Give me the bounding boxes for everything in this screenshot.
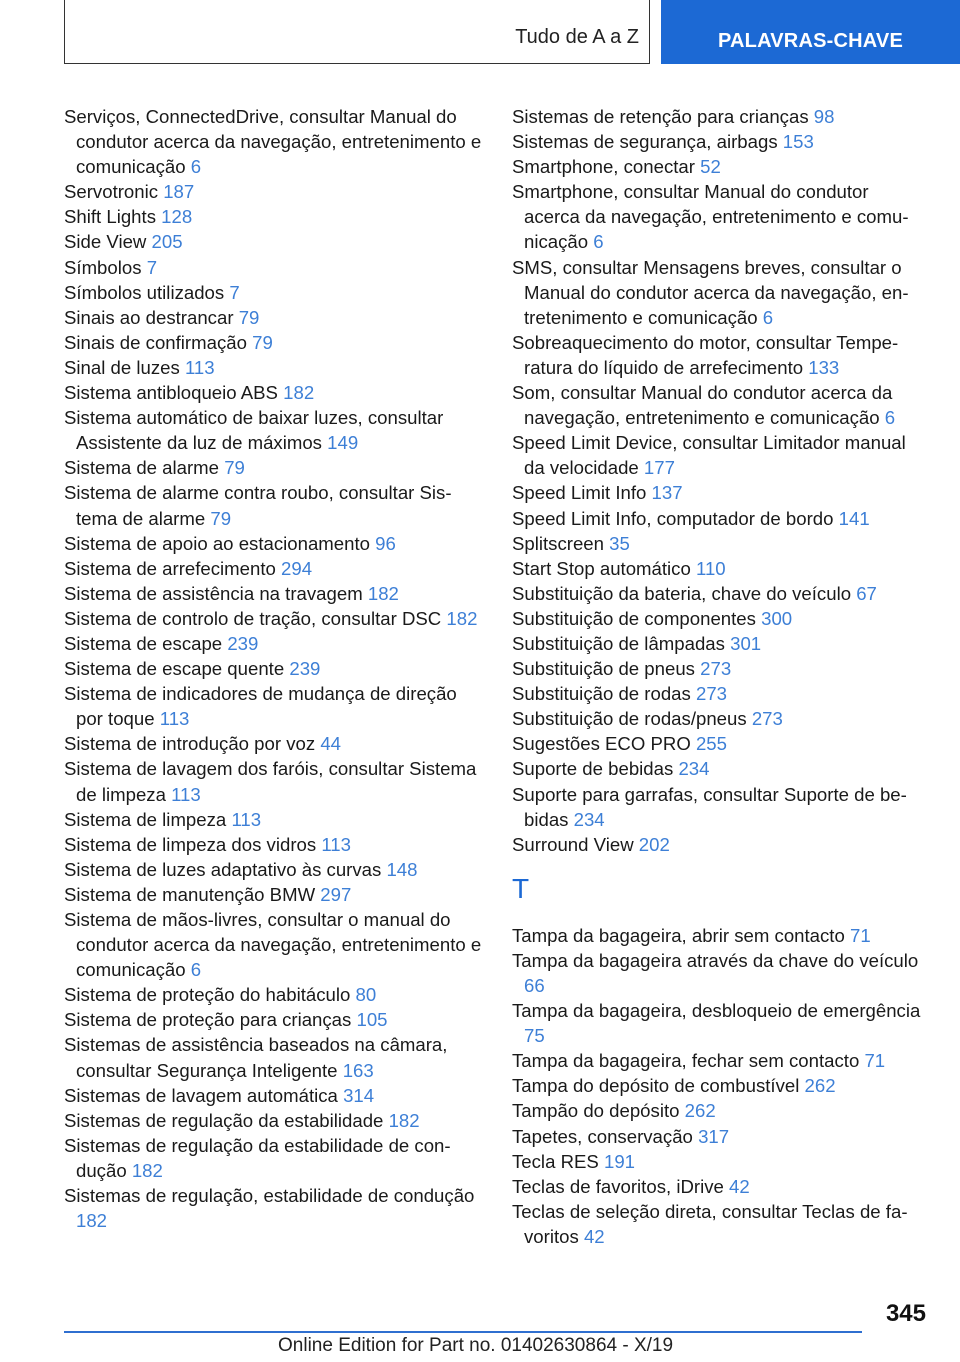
index-entry [512, 154, 922, 179]
index-entry [512, 1073, 922, 1098]
entry-term: Substituição de lâmpadas [512, 632, 725, 654]
index-entry [512, 998, 922, 1048]
index-entry [64, 756, 482, 806]
index-entry [512, 731, 922, 756]
page-reference-link[interactable]: 79 [238, 306, 260, 328]
entry-term: Sistemas de regulação da estabilidade [64, 1109, 384, 1131]
page-reference-link[interactable]: 110 [695, 557, 726, 579]
page-reference-link[interactable]: 182 [367, 582, 399, 604]
page-number: 345 [885, 1300, 926, 1327]
entry-term: Sistemas de lavagem automática [64, 1084, 338, 1106]
index-entry [512, 1124, 922, 1149]
section-title: Tudo de A a Z [515, 26, 639, 48]
entry-term: Side View [64, 231, 147, 253]
page-reference-link[interactable]: 182 [446, 607, 478, 629]
page-reference-link[interactable]: 273 [751, 708, 783, 730]
page-reference-link[interactable]: 42 [583, 1225, 605, 1247]
entry-term: Shift Lights [64, 206, 156, 228]
index-entry [512, 380, 922, 430]
page-reference-link[interactable]: 35 [609, 532, 630, 554]
index-entry [512, 1149, 922, 1174]
page-reference-link[interactable]: 301 [730, 632, 762, 654]
page-reference-link[interactable]: 6 [190, 959, 202, 981]
entry-term: Substituição de componentes [512, 607, 756, 629]
index-entry [512, 948, 922, 998]
page-reference-link[interactable]: 234 [573, 808, 605, 830]
index-entry [512, 782, 922, 832]
page-reference-link[interactable]: 137 [651, 482, 683, 504]
index-entry [512, 1098, 922, 1123]
page-reference-link[interactable]: 153 [782, 131, 814, 153]
page-reference-link[interactable]: 7 [146, 256, 158, 278]
page-reference-link[interactable]: 6 [884, 407, 896, 429]
index-entry [64, 355, 482, 380]
entry-term: Sistema de alarme contra roubo, consultar Sistema de alarme [64, 482, 452, 529]
index-entry [512, 832, 922, 857]
index-entry [64, 907, 482, 982]
entry-term: Sistema de arrefecimento [64, 557, 276, 579]
index-entry [64, 681, 482, 731]
index-column-left [64, 104, 482, 1233]
page-reference-link[interactable]: 182 [76, 1210, 108, 1232]
page-reference-link[interactable]: 67 [856, 582, 877, 604]
index-entry [64, 556, 482, 581]
entry-term: Substituição de rodas [512, 683, 691, 705]
entry-term: Sistema de escape [64, 632, 223, 654]
entry-term: Teclas de seleção direta, consultar Teclas de favoritos [512, 1200, 908, 1247]
index-entry [64, 480, 482, 530]
page-reference-link[interactable]: 163 [342, 1059, 374, 1081]
index-entry [64, 229, 482, 254]
entry-term: Substituição de pneus [512, 658, 695, 680]
index-entry [64, 1108, 482, 1133]
entry-term: SMS, consultar Mensagens breves, consultar o Manual do condutor acerca da navegação, entretenimento e comunicação [512, 256, 909, 328]
index-entry [64, 606, 482, 631]
entry-term: Tampa da bagageira, desbloqueio de emergência [512, 1000, 921, 1022]
page-reference-link[interactable]: 75 [524, 1025, 545, 1047]
page-reference-link[interactable]: 262 [684, 1100, 716, 1122]
entry-term: Speed Limit Info, computador de bordo [512, 507, 834, 529]
page-reference-link[interactable]: 105 [356, 1009, 388, 1031]
index-entry [512, 480, 922, 505]
index-entry [512, 255, 922, 330]
index-entry [64, 330, 482, 355]
index-entry [512, 756, 922, 781]
index-entry [512, 506, 922, 531]
index-entry [64, 656, 482, 681]
entry-term: Sugestões ECO PRO [512, 733, 691, 755]
entry-term: Sistema antibloqueio ABS [64, 382, 278, 404]
page-reference-link[interactable]: 191 [603, 1150, 636, 1172]
page-reference-link[interactable]: 71 [849, 924, 871, 946]
entry-term: Substituição da bateria, chave do veículo [512, 582, 852, 604]
entry-term: Sistema de luzes adaptativo às curvas [64, 858, 382, 880]
page-reference-link[interactable]: 7 [229, 281, 240, 303]
index-entry [512, 681, 922, 706]
entry-term: Sistema de manutenção BMW [64, 883, 316, 905]
entry-term: Speed Limit Device, consultar Limitador manual da velocidade [512, 432, 906, 479]
index-entry [64, 1183, 482, 1233]
entry-term: Sinais de confirmação [64, 331, 247, 353]
page-reference-link[interactable]: 141 [838, 507, 870, 529]
index-entry [512, 923, 922, 948]
entry-term: Substituição de rodas/pneus [512, 708, 747, 730]
entry-term: Start Stop automático [512, 557, 691, 579]
index-entry [64, 982, 482, 1007]
page-reference-link[interactable]: 98 [813, 106, 835, 127]
page-reference-link[interactable]: 300 [761, 607, 793, 629]
index-entry [64, 631, 482, 656]
entry-term: Sistema de mãos-livres, consultar o manual do condutor acerca da navegação, entretenimento e comunicação [64, 909, 482, 981]
index-entry [512, 179, 922, 254]
index-entries-s [512, 104, 922, 857]
index-entry [64, 455, 482, 480]
page-reference-link[interactable]: 239 [227, 632, 259, 654]
entry-term: Sistema de proteção do habitáculo [64, 984, 351, 1006]
index-entry [64, 857, 482, 882]
entry-term: Tapetes, conservação [512, 1125, 693, 1147]
page-reference-link[interactable]: 66 [524, 975, 545, 996]
page-reference-link[interactable]: 202 [638, 833, 670, 855]
entry-term: Sistemas de segurança, airbags [512, 131, 778, 153]
entry-term: Serviços, ConnectedDrive, consultar Manual do condutor acerca da navegação, entretenimento e comunicação [64, 106, 482, 178]
page-reference-link[interactable]: 6 [593, 231, 604, 253]
index-entry [512, 606, 922, 631]
entry-term: Sistema de indicadores de mudança de direção por toque [64, 683, 457, 730]
index-entries-t [512, 923, 922, 1249]
page-reference-link[interactable]: 79 [210, 507, 232, 529]
page-reference-link[interactable]: 273 [700, 658, 732, 680]
entry-term: Sistemas de retenção para crianças [512, 106, 809, 127]
entry-term: Símbolos [64, 256, 142, 278]
index-entry [64, 405, 482, 455]
page-reference-link[interactable]: 113 [184, 356, 215, 378]
entry-term: Sistemas de assistência baseados na câmara, consultar Segurança Inteligente [64, 1034, 448, 1081]
index-entry [512, 1199, 922, 1249]
entry-term: Sistema de limpeza [64, 808, 227, 830]
entry-term: Sinal de luzes [64, 356, 180, 378]
page-reference-link[interactable]: 294 [281, 557, 313, 579]
page-reference-link[interactable]: 273 [696, 683, 728, 705]
index-entry [64, 731, 482, 756]
page-reference-link[interactable]: 149 [327, 432, 359, 454]
entry-term: Tampa do depósito de combustível [512, 1075, 800, 1097]
index-entry [512, 330, 922, 380]
entry-term: Sistema de apoio ao estacionamento [64, 532, 370, 554]
entry-term: Tampa da bagageira, abrir sem contacto [512, 924, 845, 946]
page-reference-link[interactable]: 234 [678, 758, 710, 780]
page-reference-link[interactable]: 79 [224, 457, 245, 479]
index-entry [512, 531, 922, 556]
entry-term: Servotronic [64, 181, 159, 203]
index-entry [64, 882, 482, 907]
page-reference-link[interactable]: 113 [231, 808, 262, 830]
page-reference-link[interactable]: 314 [343, 1084, 375, 1106]
entry-term: Suporte para garrafas, consultar Suporte de bebidas [512, 783, 907, 830]
index-entry [512, 1174, 922, 1199]
entry-term: Tampa da bagageira, fechar sem contacto [512, 1050, 860, 1072]
index-column-right [512, 104, 922, 1249]
page-reference-link[interactable]: 177 [643, 457, 675, 479]
page-reference-link[interactable]: 6 [762, 306, 774, 328]
entry-term: Sistema de alarme [64, 457, 220, 479]
index-entry [64, 1007, 482, 1032]
entry-term: Sinais ao destrancar [64, 306, 234, 328]
page-reference-link[interactable]: 113 [321, 833, 351, 855]
entry-term: Sistema de lavagem dos faróis, consultar Sistema de limpeza [64, 758, 477, 805]
page-reference-link[interactable]: 262 [804, 1075, 836, 1097]
entry-term: Sistema de controlo de tração, consultar DSC [64, 607, 442, 629]
index-entry [512, 556, 922, 581]
index-entry [512, 129, 922, 154]
page-reference-link[interactable]: 148 [386, 858, 418, 880]
entry-term: Som, consultar Manual do condutor acerca da navegação, entretenimento e comunicação [512, 382, 893, 429]
index-entry [64, 204, 482, 229]
page-reference-link[interactable]: 205 [151, 231, 183, 253]
page-reference-link[interactable]: 80 [355, 984, 377, 1006]
entry-term: Sistema de escape quente [64, 658, 285, 680]
entry-term: Sistema de proteção para crianças [64, 1009, 352, 1031]
index-entry [512, 104, 922, 129]
index-entry [64, 305, 482, 330]
index-entry [64, 255, 482, 280]
page-reference-link[interactable]: 255 [695, 733, 727, 755]
index-entry [64, 179, 482, 204]
index-entry [64, 531, 482, 556]
page-reference-link[interactable]: 182 [388, 1109, 420, 1131]
entry-term: Smartphone, consultar Manual do condutor acerca da navegação, entretenimento e comunicação [512, 181, 909, 253]
entry-term: Símbolos utilizados [64, 281, 225, 303]
index-entry [64, 380, 482, 405]
entry-term: Surround View [512, 833, 634, 855]
page-reference-link[interactable]: 133 [808, 356, 840, 378]
page-reference-link[interactable]: 42 [729, 1175, 750, 1197]
entry-term: Tampa da bagageira através da chave do veículo [512, 949, 919, 971]
entry-term: Sistemas de regulação da estabilidade de condução [64, 1134, 451, 1181]
page-reference-link[interactable]: 113 [159, 708, 190, 730]
index-entry [64, 832, 482, 857]
keywords-tab[interactable]: PALAVRAS-CHAVE [661, 0, 960, 64]
index-entry [64, 807, 482, 832]
index-entry [512, 706, 922, 731]
entry-term: Sistema de limpeza dos vidros [64, 833, 317, 855]
page-reference-link[interactable]: 44 [320, 733, 342, 755]
entry-term: Speed Limit Info [512, 482, 647, 504]
page-reference-link[interactable]: 128 [161, 206, 193, 228]
entry-term: Smartphone, conectar [512, 156, 695, 178]
page-reference-link[interactable]: 52 [700, 156, 721, 178]
section-letter: T [512, 872, 530, 904]
entry-term: Suporte de bebidas [512, 758, 674, 780]
index-entry [64, 1133, 482, 1183]
page-reference-link[interactable]: 71 [864, 1050, 886, 1072]
footer-edition: Online Edition for Part no. 01402630864 - X/19 [278, 1335, 674, 1356]
entry-term: Sistema automático de baixar luzes, consultar Assistente da luz de máximos [64, 407, 444, 454]
entry-term: Teclas de favoritos, iDrive [512, 1175, 724, 1197]
index-entry [64, 581, 482, 606]
footer-divider [64, 1331, 862, 1333]
entry-term: Sistema de introdução por voz [64, 733, 316, 755]
page-reference-link[interactable]: 6 [190, 156, 202, 178]
index-entry [512, 656, 922, 681]
page-reference-link[interactable]: 79 [252, 331, 273, 353]
index-entry [64, 1083, 482, 1108]
page-reference-link[interactable]: 182 [283, 382, 315, 404]
entry-term: Sistemas de regulação, estabilidade de condução [64, 1185, 475, 1207]
entry-term: Tampão do depósito [512, 1100, 680, 1122]
entry-term: Tecla RES [512, 1150, 599, 1172]
index-entry [64, 104, 482, 179]
index-entry [64, 280, 482, 305]
entry-term: Sobreaquecimento do motor, consultar Temperatura do líquido de arrefecimento [512, 331, 899, 378]
index-entry [512, 581, 922, 606]
entry-term: Splitscreen [512, 532, 604, 554]
index-entry [512, 1048, 922, 1073]
index-entry [512, 430, 922, 480]
index-entry [64, 1032, 482, 1082]
page-reference-link[interactable]: 96 [375, 532, 396, 554]
header-frame [64, 0, 650, 64]
index-entry [512, 631, 922, 656]
page-reference-link[interactable]: 297 [320, 883, 352, 905]
entry-term: Sistema de assistência na travagem [64, 582, 363, 604]
page-reference-link[interactable]: 113 [171, 783, 201, 805]
page-reference-link[interactable]: 187 [163, 181, 195, 203]
page-reference-link[interactable]: 317 [698, 1125, 730, 1147]
page-reference-link[interactable]: 239 [289, 658, 321, 680]
page-reference-link[interactable]: 182 [131, 1159, 163, 1181]
